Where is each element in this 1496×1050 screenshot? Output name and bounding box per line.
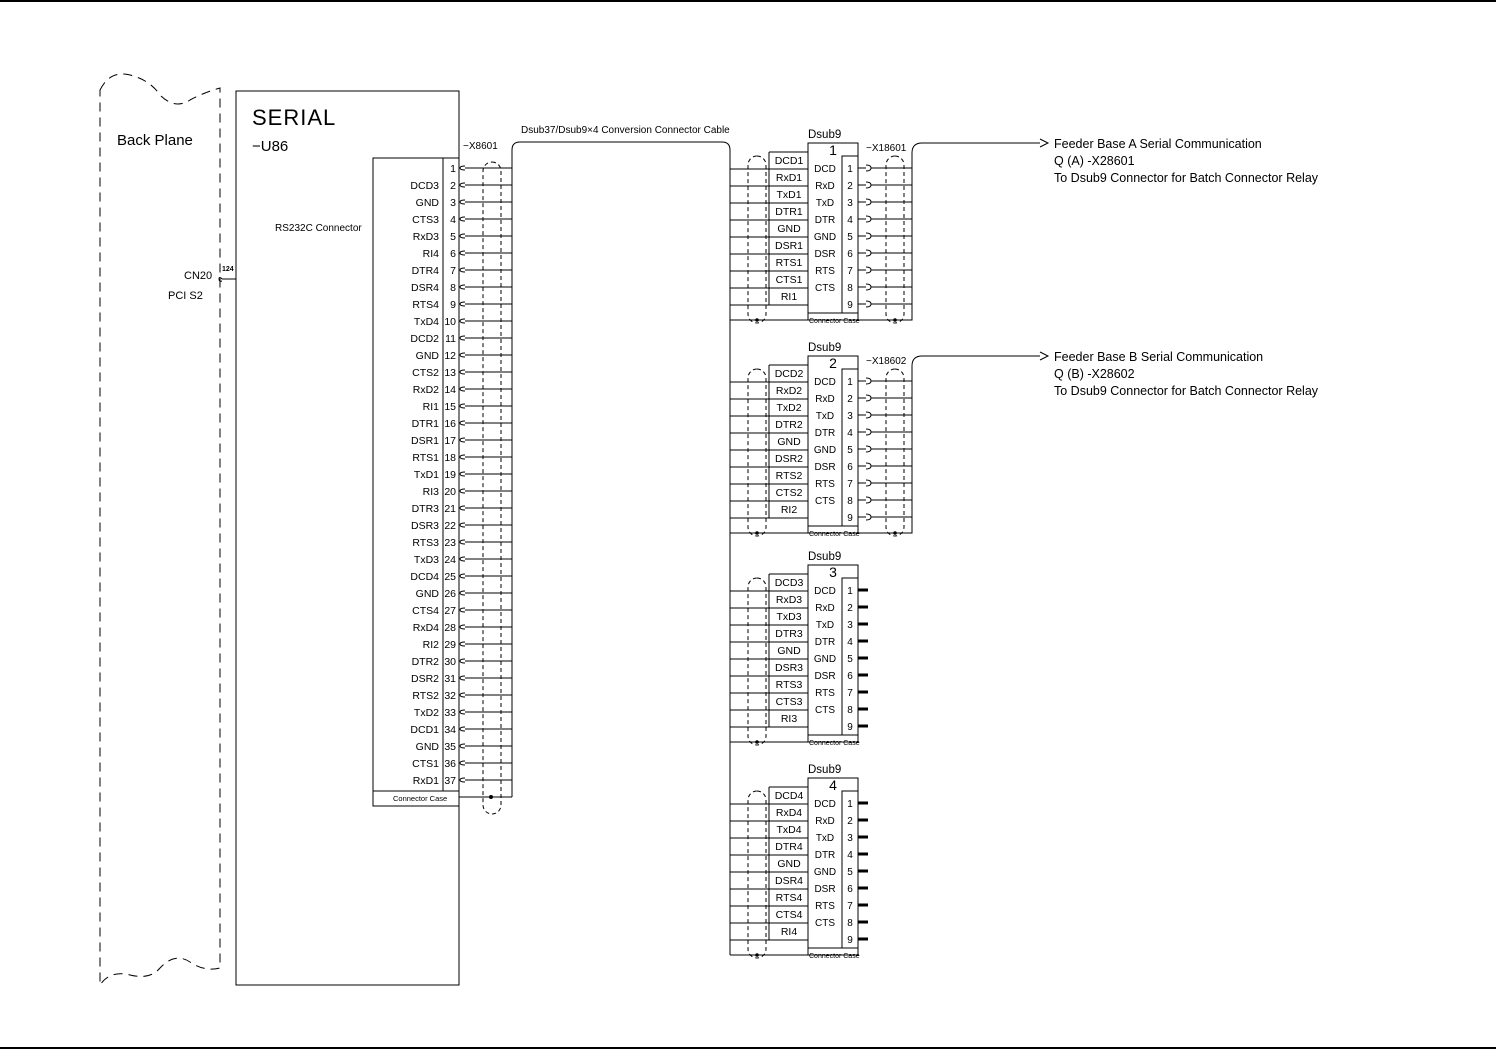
dsub37-pin-label: TxD2 xyxy=(413,707,439,719)
destination-text: Q (B) -X28602 xyxy=(1054,367,1135,381)
dsub37-pin-label: DTR4 xyxy=(411,265,439,277)
dsub9-wire-label: CTS4 xyxy=(775,909,803,921)
dsub9-pin-number: 2 xyxy=(847,181,853,192)
dsub37-pin-label: RI4 xyxy=(422,248,439,260)
dsub9-case-label: Connector Case xyxy=(809,318,860,325)
cable-label: Dsub37/Dsub9×4 Conversion Connector Cable xyxy=(521,125,730,136)
dsub37-pin-label: DSR3 xyxy=(410,520,439,532)
dsub9-pin-number: 6 xyxy=(847,249,853,260)
dsub37-pin-number: 16 xyxy=(444,418,456,430)
dsub9-pin-number: 4 xyxy=(847,850,853,861)
dsub37-pin-number: 28 xyxy=(444,622,456,634)
dsub37-pin-label: TxD3 xyxy=(413,554,439,566)
conversion-cable xyxy=(459,142,730,955)
dsub9-4 xyxy=(730,764,868,960)
dsub9-wire-label: RTS1 xyxy=(775,257,803,269)
dsub37-pin-number: 21 xyxy=(444,503,456,515)
dsub9-title: Dsub9 xyxy=(808,551,842,563)
dsub9-pin-name: DSR xyxy=(814,249,836,260)
dsub9-wire-label: RTS2 xyxy=(775,470,803,482)
dsub37-pin-number: 12 xyxy=(444,350,456,362)
dsub9-wire-label: DCD4 xyxy=(774,790,804,802)
dsub9-wire-label: GND xyxy=(777,858,801,870)
dsub9-wire-label: RxD4 xyxy=(775,807,803,819)
destination-text: To Dsub9 Connector for Batch Connector Relay xyxy=(1054,171,1319,185)
dsub9-pin-number: 2 xyxy=(847,603,853,614)
dsub37-pin-label: RxD3 xyxy=(412,231,439,243)
destination-text: To Dsub9 Connector for Batch Connector Relay xyxy=(1054,384,1319,398)
cn20-sub-label: PCI S2 xyxy=(168,290,203,302)
dsub9-pin-name: GND xyxy=(813,654,837,665)
dsub9-number: 2 xyxy=(829,355,837,371)
pin-socket xyxy=(460,353,465,357)
pin-socket xyxy=(460,455,465,459)
dsub9-wire-label: DSR1 xyxy=(774,240,804,252)
dsub37-pin-label: DTR2 xyxy=(411,656,439,668)
dsub9-input-shield xyxy=(748,578,766,745)
pin-socket xyxy=(460,591,465,595)
pin-socket xyxy=(460,421,465,425)
dsub9-pin-number: 3 xyxy=(847,198,853,209)
dsub9-connectors xyxy=(730,129,1319,960)
dsub9-2 xyxy=(730,342,1319,538)
arrow-icon xyxy=(1040,139,1048,147)
dsub9-pin-number: 6 xyxy=(847,671,853,682)
dsub9-wire-label: DSR3 xyxy=(774,662,804,674)
dsub37-pin-label: CTS1 xyxy=(412,758,439,770)
dsub9-output-label: −X18602 xyxy=(866,356,907,367)
dsub37-pin-label: RTS3 xyxy=(412,537,439,549)
dsub9-case-label: Connector Case xyxy=(809,953,860,960)
dsub37-pin-label: DCD2 xyxy=(410,333,439,345)
dsub9-pin-number: 7 xyxy=(847,266,853,277)
dsub37-pin-number: 33 xyxy=(444,707,456,719)
dsub9-wire-label: DTR1 xyxy=(775,206,803,218)
dsub9-case-label: Connector Case xyxy=(809,531,860,538)
dsub9-wire-label: TxD1 xyxy=(776,189,802,201)
dsub9-wire-label: RxD1 xyxy=(775,172,803,184)
dsub9-input-shield xyxy=(748,791,766,958)
dsub9-1 xyxy=(730,129,1319,325)
dsub9-wire-label: DTR3 xyxy=(775,628,803,640)
dsub9-pin-name: DTR xyxy=(814,215,836,226)
dsub37-pin-number: 30 xyxy=(444,656,456,668)
dsub37-pin-label: CTS4 xyxy=(412,605,439,617)
dsub37-pin-number: 9 xyxy=(450,299,456,311)
dsub9-pin-name: DCD xyxy=(814,586,836,597)
pin-socket xyxy=(460,693,465,697)
back-plane xyxy=(100,74,220,985)
dsub9-3 xyxy=(730,551,868,747)
pin-socket xyxy=(460,506,465,510)
pin-socket xyxy=(460,625,465,629)
pin-socket xyxy=(460,574,465,578)
dsub9-wire-label: DCD3 xyxy=(774,577,804,589)
dsub9-pin-name: DTR xyxy=(814,637,836,648)
dsub37-pin-number: 24 xyxy=(444,554,456,566)
dsub9-pin-name: GND xyxy=(813,445,837,456)
pin-socket xyxy=(460,659,465,663)
dsub9-number: 4 xyxy=(829,777,837,793)
dsub9-pin-number: 8 xyxy=(847,918,853,929)
dsub9-pin-name: DCD xyxy=(814,164,836,175)
dsub9-pin-number: 2 xyxy=(847,394,853,405)
dsub9-pin-number: 1 xyxy=(847,586,853,597)
dsub9-pin-number: 8 xyxy=(847,705,853,716)
dsub9-pin-number: 3 xyxy=(847,620,853,631)
dsub9-wire-label: GND xyxy=(777,645,801,657)
dsub9-pin-number: 5 xyxy=(847,445,853,456)
dsub9-pin-name: TxD xyxy=(815,198,835,209)
pin-socket xyxy=(460,744,465,748)
dsub37-pin-number: 23 xyxy=(444,537,456,549)
dsub37-pin-number: 4 xyxy=(450,214,456,226)
dsub37-pin-label: RxD4 xyxy=(412,622,439,634)
dsub9-pin-number: 9 xyxy=(847,722,853,733)
dsub37-pin-label: RI3 xyxy=(422,486,439,498)
dsub9-pin-name: CTS xyxy=(815,496,835,507)
dsub9-pin-name: DSR xyxy=(814,462,836,473)
pin-socket xyxy=(460,183,465,187)
dsub37-pin-number: 3 xyxy=(450,197,456,209)
dsub37-pin-number: 34 xyxy=(444,724,456,736)
dsub9-wire-label: DTR2 xyxy=(775,419,803,431)
dsub37-pin-label: DCD4 xyxy=(410,571,439,583)
dsub9-wire-label: TxD4 xyxy=(776,824,802,836)
pin-socket xyxy=(460,285,465,289)
dsub37-pin-number: 2 xyxy=(450,180,456,192)
dsub37-pins xyxy=(410,163,512,787)
dsub9-pin-number: 8 xyxy=(847,283,853,294)
dsub9-wire-label: CTS2 xyxy=(775,487,803,499)
dsub9-wire-label: RxD3 xyxy=(775,594,803,606)
dsub9-pin-name: CTS xyxy=(815,705,835,716)
dsub9-wire-label: GND xyxy=(777,223,801,235)
dsub9-pin-number: 6 xyxy=(847,462,853,473)
dsub37-pin-number: 7 xyxy=(450,265,456,277)
dsub37-pin-number: 10 xyxy=(444,316,456,328)
pin-socket xyxy=(460,472,465,476)
dsub9-number: 3 xyxy=(829,564,837,580)
dsub37-pin-label: GND xyxy=(415,350,439,362)
dsub9-wire-label: RI1 xyxy=(780,291,798,303)
pin-socket xyxy=(460,319,465,323)
pin-socket xyxy=(460,557,465,561)
pin-socket xyxy=(460,710,465,714)
dsub37-pin-label: RI1 xyxy=(422,401,439,413)
pin-socket xyxy=(460,336,465,340)
dsub37-pin-number: 31 xyxy=(444,673,456,685)
dsub9-pin-name: RTS xyxy=(815,901,835,912)
dsub37-pin-label: RTS4 xyxy=(412,299,439,311)
dsub9-title: Dsub9 xyxy=(808,129,842,141)
dsub9-pin-number: 9 xyxy=(847,300,853,311)
dsub9-pin-name: DTR xyxy=(814,428,836,439)
dsub9-pin-name: DCD xyxy=(814,799,836,810)
dsub37-pin-label: DTR1 xyxy=(411,418,439,430)
dsub9-pin-number: 8 xyxy=(847,496,853,507)
dsub9-output-shield xyxy=(886,369,904,536)
arrow-icon xyxy=(1040,352,1048,360)
dsub9-title: Dsub9 xyxy=(808,764,842,776)
back-plane-label: Back Plane xyxy=(117,132,193,149)
dsub37-pin-number: 27 xyxy=(444,605,456,617)
dsub37-pin-number: 29 xyxy=(444,639,456,651)
dsub9-pin-name: DSR xyxy=(814,884,836,895)
pin-socket xyxy=(460,302,465,306)
pin-socket xyxy=(460,676,465,680)
dsub37-pin-number: 36 xyxy=(444,758,456,770)
dsub37-pin-label: DTR3 xyxy=(411,503,439,515)
cn20-connector xyxy=(168,266,236,302)
cn20-pins-label: 124 xyxy=(222,266,234,273)
dsub9-wire-label: CTS3 xyxy=(775,696,803,708)
dsub9-pin-number: 5 xyxy=(847,232,853,243)
ground-dot xyxy=(489,795,493,799)
dsub37-pin-label: RxD1 xyxy=(412,775,439,787)
dsub9-wire-label: GND xyxy=(777,436,801,448)
pin-socket xyxy=(460,251,465,255)
dsub37-pin-label: DSR1 xyxy=(410,435,439,447)
dsub9-pin-name: RTS xyxy=(815,688,835,699)
dsub9-pin-name: RTS xyxy=(815,266,835,277)
dsub9-wire-label: RI4 xyxy=(780,926,798,938)
dsub37-pin-label: TxD1 xyxy=(413,469,439,481)
dsub9-wire-label: RI2 xyxy=(780,504,798,516)
dsub9-pin-name: GND xyxy=(813,232,837,243)
dsub9-pin-name: CTS xyxy=(815,918,835,929)
dsub9-pin-number: 3 xyxy=(847,833,853,844)
dsub9-wire-label: DCD2 xyxy=(774,368,804,380)
dsub37-pin-label: DSR4 xyxy=(410,282,439,294)
dsub9-pin-number: 4 xyxy=(847,428,853,439)
dsub37-pin-label: DCD1 xyxy=(410,724,439,736)
dsub9-pin-name: DSR xyxy=(814,671,836,682)
dsub9-pin-number: 9 xyxy=(847,935,853,946)
dsub9-pin-name: TxD xyxy=(815,411,835,422)
pin-socket xyxy=(460,370,465,374)
dsub37-pin-number: 37 xyxy=(444,775,456,787)
dsub37-pin-number: 25 xyxy=(444,571,456,583)
dsub9-wire-label: RxD2 xyxy=(775,385,803,397)
dsub9-wire-label: DTR4 xyxy=(775,841,803,853)
dsub37-pin-number: 6 xyxy=(450,248,456,260)
rs232c-connector-label: RS232C Connector xyxy=(275,223,362,234)
dsub9-pin-name: RxD xyxy=(815,816,835,827)
pin-socket xyxy=(460,166,465,170)
pin-socket xyxy=(460,778,465,782)
dsub37-pin-number: 5 xyxy=(450,231,456,243)
dsub9-pin-name: CTS xyxy=(815,283,835,294)
dsub9-case-label: Connector Case xyxy=(809,740,860,747)
pin-socket xyxy=(460,268,465,272)
dsub9-title: Dsub9 xyxy=(808,342,842,354)
destination-text: Q (A) -X28601 xyxy=(1054,154,1135,168)
dsub9-pin-number: 7 xyxy=(847,901,853,912)
dsub9-pin-name: GND xyxy=(813,867,837,878)
dsub9-pin-number: 3 xyxy=(847,411,853,422)
serial-title: SERIAL xyxy=(252,105,337,130)
dsub9-pin-number: 7 xyxy=(847,479,853,490)
dsub9-wire-label: DSR4 xyxy=(774,875,804,887)
pin-socket xyxy=(460,608,465,612)
dsub9-pin-number: 1 xyxy=(847,164,853,175)
dsub37-pin-label: DCD3 xyxy=(410,180,439,192)
dsub37-pin-number: 18 xyxy=(444,452,456,464)
pin-socket xyxy=(460,727,465,731)
dsub9-wire-label: TxD2 xyxy=(776,402,802,414)
dsub9-pin-number: 2 xyxy=(847,816,853,827)
dsub9-pin-number: 4 xyxy=(847,637,853,648)
dsub37-pin-number: 13 xyxy=(444,367,456,379)
pin-socket xyxy=(460,642,465,646)
pin-socket xyxy=(460,200,465,204)
dsub9-pin-name: DCD xyxy=(814,377,836,388)
dsub37-pin-number: 32 xyxy=(444,690,456,702)
dsub37-pin-label: GND xyxy=(415,588,439,600)
dsub37-pin-number: 15 xyxy=(444,401,456,413)
dsub9-pin-name: RTS xyxy=(815,479,835,490)
dsub9-wire-label: CTS1 xyxy=(775,274,803,286)
dsub37-pin-label: GND xyxy=(415,741,439,753)
dsub9-pin-name: RxD xyxy=(815,603,835,614)
destination-text: Feeder Base A Serial Communication xyxy=(1054,137,1262,151)
dsub9-output-label: −X18601 xyxy=(866,143,907,154)
pin-socket xyxy=(460,761,465,765)
dsub9-number: 1 xyxy=(829,142,837,158)
cable-trunk xyxy=(512,142,730,955)
pin-socket xyxy=(460,404,465,408)
dsub37-pin-number: 14 xyxy=(444,384,456,396)
dsub37-pin-number: 1 xyxy=(450,163,456,175)
dsub37-pin-label: RTS2 xyxy=(412,690,439,702)
dsub37-pin-label: RTS1 xyxy=(412,452,439,464)
dsub9-pin-number: 5 xyxy=(847,867,853,878)
x8601-label: −X8601 xyxy=(463,141,498,152)
dsub9-pin-number: 9 xyxy=(847,513,853,524)
pin-socket xyxy=(460,540,465,544)
pin-socket xyxy=(460,438,465,442)
dsub9-pin-number: 1 xyxy=(847,377,853,388)
dsub9-wire-label: RTS4 xyxy=(775,892,803,904)
dsub9-pin-number: 6 xyxy=(847,884,853,895)
dsub9-wire-label: RI3 xyxy=(780,713,798,725)
destination-text: Feeder Base B Serial Communication xyxy=(1054,350,1264,364)
dsub37-pin-number: 22 xyxy=(444,520,456,532)
dsub9-wire-label: RTS3 xyxy=(775,679,803,691)
dsub37-pin-number: 35 xyxy=(444,741,456,753)
dsub9-pin-name: RxD xyxy=(815,394,835,405)
dsub9-output-shield xyxy=(886,156,904,323)
dsub9-pin-name: RxD xyxy=(815,181,835,192)
dsub9-pin-name: TxD xyxy=(815,833,835,844)
dsub37-pin-number: 17 xyxy=(444,435,456,447)
dsub9-pin-name: DTR xyxy=(814,850,836,861)
dsub9-wire-label: DSR2 xyxy=(774,453,804,465)
dsub9-input-shield xyxy=(748,369,766,536)
dsub37-pin-label: GND xyxy=(415,197,439,209)
pin-socket xyxy=(460,489,465,493)
dsub9-input-shield xyxy=(748,156,766,323)
dsub9-pin-number: 5 xyxy=(847,654,853,665)
pin-socket xyxy=(460,217,465,221)
dsub37-pin-number: 8 xyxy=(450,282,456,294)
dsub37-pin-number: 20 xyxy=(444,486,456,498)
pin-socket xyxy=(460,523,465,527)
serial-ref: −U86 xyxy=(252,138,289,155)
dsub9-pin-number: 4 xyxy=(847,215,853,226)
dsub37-pin-label: RxD2 xyxy=(412,384,439,396)
cn20-label: CN20 xyxy=(184,270,213,282)
dsub9-pin-number: 1 xyxy=(847,799,853,810)
dsub37-pin-label: DSR2 xyxy=(410,673,439,685)
dsub9-wire-label: DCD1 xyxy=(774,155,804,167)
dsub9-pin-number: 7 xyxy=(847,688,853,699)
dsub37-pin-number: 19 xyxy=(444,469,456,481)
dsub37-pin-label: TxD4 xyxy=(413,316,439,328)
dsub37-pin-label: RI2 xyxy=(422,639,439,651)
dsub37-pin-label: CTS3 xyxy=(412,214,439,226)
pin-socket xyxy=(460,234,465,238)
pin-socket xyxy=(460,387,465,391)
dsub37-pin-number: 11 xyxy=(445,333,456,345)
cable-shield xyxy=(483,162,501,814)
dsub37-case-label: Connector Case xyxy=(393,794,448,803)
dsub37-pin-number: 26 xyxy=(444,588,456,600)
dsub9-pin-name: TxD xyxy=(815,620,835,631)
dsub9-wire-label: TxD3 xyxy=(776,611,802,623)
dsub37-pin-label: CTS2 xyxy=(412,367,439,379)
